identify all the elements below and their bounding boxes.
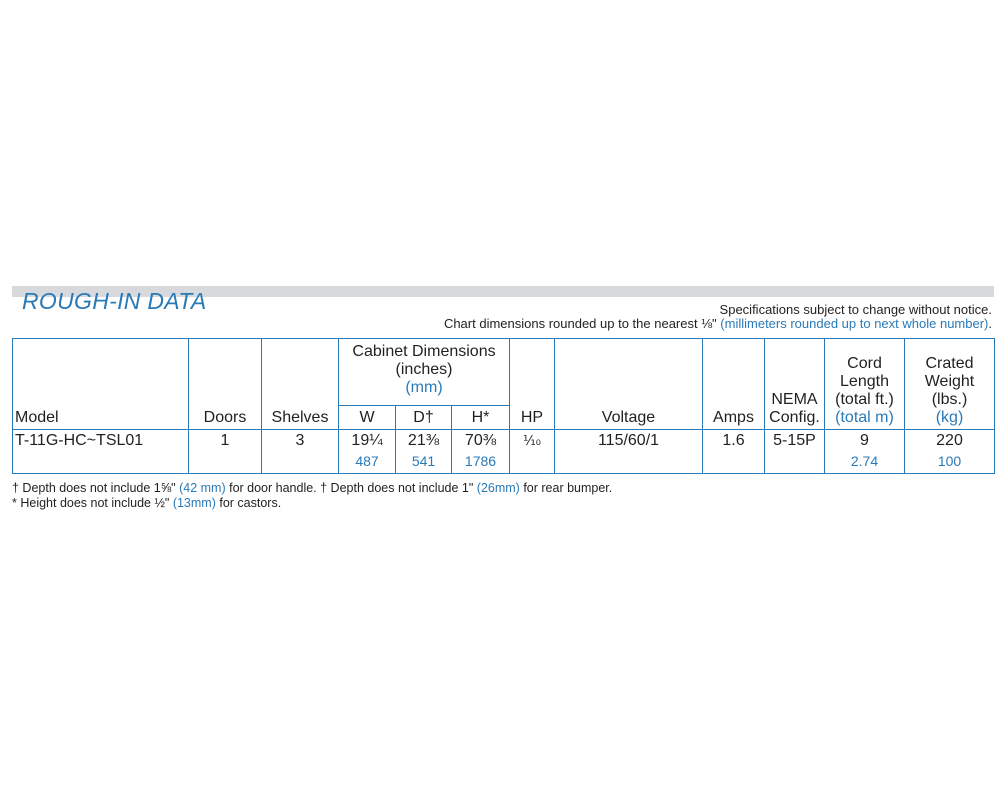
cell-depth-in: 21⅜: [407, 432, 440, 449]
cell-width-in: 19¼: [351, 432, 383, 449]
rounding-note-text: Chart dimensions rounded up to the nearest ⅛": [443, 316, 717, 331]
table-row: [13, 430, 995, 474]
cell-nema: 5-15P: [765, 430, 825, 474]
cell-amps: 1.6: [703, 430, 765, 474]
footnote-height: [12, 496, 281, 510]
rough-in-table: [12, 338, 995, 474]
header-weight-line1: Crated: [925, 355, 974, 372]
header-nema-line2: Config.: [769, 409, 820, 426]
header-h: H*: [452, 406, 510, 430]
cell-height-mm: 1786: [464, 453, 497, 469]
cell-height-in: 70⅜: [464, 432, 497, 449]
cell-width: [339, 430, 396, 474]
header-weight-line3: (lbs.): [931, 391, 968, 408]
cell-depth: [396, 430, 452, 474]
header-shelves: Shelves: [262, 339, 339, 430]
section-title: ROUGH-IN DATA: [22, 288, 207, 314]
cell-shelves: 3: [262, 430, 339, 474]
header-cord-line2: Length: [840, 373, 889, 390]
cell-cord-length: [825, 430, 905, 474]
header-weight-line4: (kg): [935, 409, 964, 426]
header-doors: Doors: [189, 339, 262, 430]
header-cabinet-line1: Cabinet Dimensions: [352, 343, 496, 360]
header-cord-line4: (total m): [835, 409, 894, 426]
cell-hp: [510, 430, 555, 474]
header-w: W: [339, 406, 396, 430]
spec-change-note: [720, 302, 992, 317]
cell-cord-m: 2.74: [850, 453, 879, 469]
cell-doors: 1: [189, 430, 262, 474]
footnote-height-mm: (13mm): [172, 496, 216, 510]
footnote-depth-text-a: † Depth does not include 1⅝": [12, 481, 176, 495]
footnote-height-text-a: * Height does not include ½": [12, 496, 170, 510]
header-voltage: Voltage: [555, 339, 703, 430]
cell-cord-ft: 9: [860, 432, 869, 449]
rounding-note-period: .: [988, 316, 992, 331]
rounding-note: [444, 316, 992, 331]
header-cord-length: [825, 339, 905, 430]
header-weight-line2: Weight: [924, 373, 975, 390]
footnote-height-text-b: for castors.: [219, 496, 282, 510]
header-nema-line1: NEMA: [771, 391, 818, 408]
cell-weight-kg: 100: [937, 453, 962, 469]
header-crated-weight: [905, 339, 995, 430]
cell-model: T-11G-HC~TSL01: [13, 430, 189, 474]
cell-voltage: 115/60/1: [555, 430, 703, 474]
footnote-depth-mm-a: (42 mm): [179, 481, 226, 495]
cell-crated-weight: [905, 430, 995, 474]
header-model: Model: [13, 339, 189, 430]
cell-depth-mm: 541: [411, 453, 436, 469]
table-header-row: [13, 339, 995, 406]
header-cord-line3: (total ft.): [835, 391, 894, 408]
header-nema: [765, 339, 825, 430]
header-d: D†: [396, 406, 452, 430]
header-cabinet-line3: (mm): [405, 379, 443, 396]
cell-hp-value: ⅒: [523, 433, 541, 448]
header-hp: HP: [510, 339, 555, 430]
spec-change-note-text: Specifications subject to change without notice.: [719, 302, 992, 317]
header-cabinet-line2: (inches): [395, 361, 453, 378]
cell-weight-lbs: 220: [936, 432, 963, 449]
cell-width-mm: 487: [355, 453, 379, 469]
rounding-note-mm: (millimeters rounded up to next whole number): [720, 316, 989, 331]
cell-height: [452, 430, 510, 474]
header-cabinet-dimensions: [339, 339, 510, 406]
header-amps: Amps: [703, 339, 765, 430]
footnote-depth-text-b: for door handle. † Depth does not include 1": [229, 481, 474, 495]
footnote-depth-mm-b: (26mm): [476, 481, 520, 495]
header-cord-line1: Cord: [847, 355, 882, 372]
footnote-depth: [12, 481, 612, 495]
footnote-depth-text-c: for rear bumper.: [523, 481, 613, 495]
